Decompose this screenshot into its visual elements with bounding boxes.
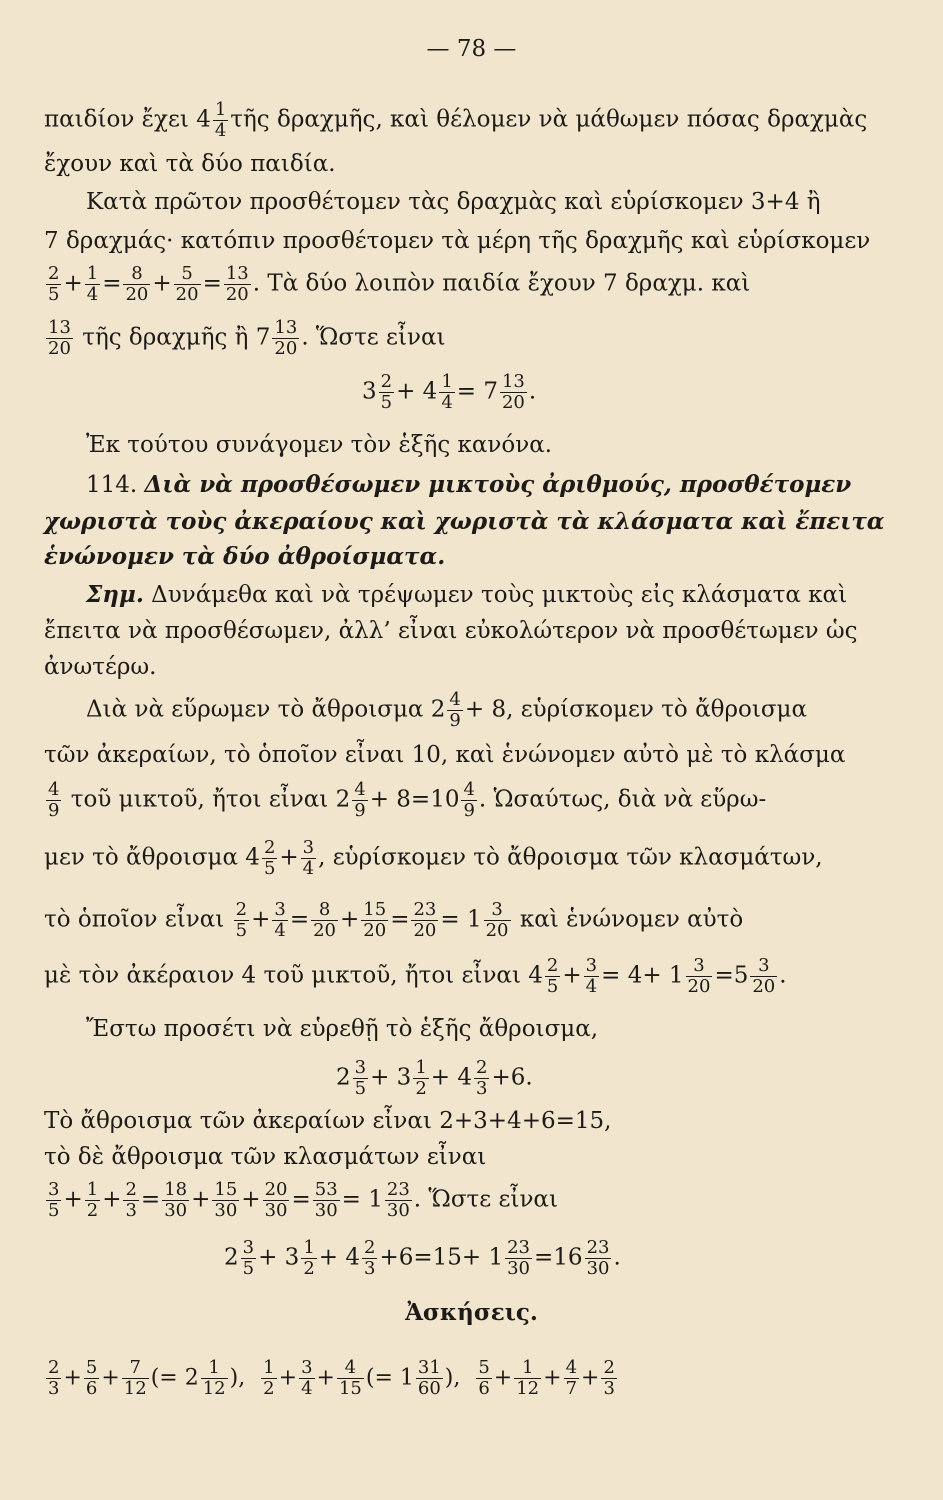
text-line-20: μὲ τὸν ἀκέραιον 4 τοῦ μικτοῦ, ἤτοι εἶναι 4 $\frac{2}{5}$ + $\frac{3}{4}$ = 4+ 1 $\frac{3}{20}$ =5 $\frac{3}{20}$ .	[44, 955, 787, 997]
text-line-18: μεν τὸ ἄθροισμα 4 $\frac{2}{5}$ + $\frac{3}{4}$ , εὑρίσκομεν τὸ ἄθροισμα τῶν κλασμάτων,	[44, 837, 823, 879]
text-line-3: Κατὰ πρῶτον προσθέτομεν τὰς δραχμὰς καὶ εὑρίσκομεν 3+4 ἢ	[86, 189, 821, 215]
equation-2: 2 $\frac{3}{5}$ + 3 $\frac{1}{2}$ + 4 $\frac{2}{3}$ +6.	[336, 1057, 533, 1099]
text-line-19: τὸ ὁποῖον εἶναι $\frac{2}{5}$ + $\frac{3}{4}$ = $\frac{8}{20}$ + $\frac{15}{20}$ = $\frac{23}{20}$ = 1 $\frac{3}{20}$ καὶ ἑνώνομεν αὐτὸ	[44, 899, 744, 941]
text-line-2: ἔχουν καὶ τὰ δύο παιδία.	[44, 151, 336, 177]
text-line-8: Ἐκ τούτου συνάγομεν τὸν ἑξῆς κανόνα.	[86, 432, 553, 458]
equation-3: 2 $\frac{3}{5}$ + 3 $\frac{1}{2}$ + 4 $\frac{2}{3}$ +6=15+ 1 $\frac{23}{30}$ =16 $\frac{23}{30}$ .	[224, 1237, 621, 1279]
page-number: — 78 —	[426, 36, 517, 62]
fraction-sum-line: $\frac{2}{5}$ + $\frac{1}{4}$ = $\frac{8}{20}$ + $\frac{5}{20}$ = $\frac{13}{20}$ . Τὰ δύο λοιπὸν παιδία ἔχουν 7 δραχμ. καὶ	[48, 263, 751, 305]
exercises-heading: Ἀσκήσεις.	[405, 1299, 538, 1326]
note-line-2: ἔπειτα νὰ προσθέσωμεν, ἀλλ’ εἶναι εὐκολώτερον νὰ προσθέτωμεν ὡς	[44, 618, 858, 644]
text-line-21: Ἔστω προσέτι νὰ εὑρεθῇ τὸ ἑξῆς ἄθροισμα,	[86, 1016, 599, 1042]
note-line-1: Σημ. Δυνάμεθα καὶ νὰ τρέψωμεν τοὺς μικτοὺς εἰς κλάσματα καὶ	[86, 581, 848, 608]
text-line-15: Διὰ νὰ εὕρωμεν τὸ ἄθροισμα 2 $\frac{4}{9}$ + 8, εὑρίσκομεν τὸ ἄθροισμα	[86, 689, 808, 731]
text-line-4: 7 δραχμάς· κατόπιν προσθέτομεν τὰ μέρη τῆς δραχμῆς καὶ εὑρίσκομεν	[44, 228, 871, 254]
text-line-1: παιδίον ἔχει 4 $\frac{1}{4}$ τῆς δραχμῆς, καὶ θέλομεν νὰ μάθωμεν πόσας δραχμὰς	[44, 99, 868, 141]
rule-line-3: ἑνώνομεν τὰ δύο ἀθροίσματα.	[44, 543, 446, 570]
text-line-17: $\frac{4}{9}$ τοῦ μικτοῦ, ἤτοι εἶναι 2 $\frac{4}{9}$ + 8=10 $\frac{4}{9}$ . Ὡσαύτως, διὰ νὰ εὕρω-	[48, 779, 767, 821]
exercises-line: $\frac{2}{3}$ + $\frac{5}{6}$ + $\frac{7}{12}$ (= 2 $\frac{1}{12}$ ), $\frac{1}{2}$ + $\frac{3}{4}$ + $\frac{4}{15}$ (= 1 $\frac{31}{60}$ ), $\frac{5}{6}$ + $\frac{1}{12}$ + $\frac{4}{7}$ + $\frac{2}{3}$	[48, 1357, 615, 1399]
equation-1: 3 $\frac{2}{5}$ + 4 $\frac{1}{4}$ = 7 $\frac{13}{20}$ .	[362, 371, 537, 413]
rule-114: 114. Διὰ νὰ προσθέσωμεν μικτοὺς ἀριθμούς, προσθέτομεν	[86, 471, 852, 498]
text-line-23: Τὸ ἄθροισμα τῶν ἀκεραίων εἶναι 2+3+4+6=15,	[44, 1108, 612, 1134]
text-line-16: τῶν ἀκεραίων, τὸ ὁποῖον εἶναι 10, καὶ ἑνώνομεν αὐτὸ μὲ τὸ κλάσμα	[44, 742, 846, 768]
text-line-25: $\frac{3}{5}$ + $\frac{1}{2}$ + $\frac{2}{3}$ = $\frac{18}{30}$ + $\frac{15}{30}$ + $\frac{20}{30}$ = $\frac{53}{30}$ = 1 $\frac{23}{30}$ . Ὥστε εἶναι	[48, 1179, 558, 1221]
text-line-6: $\frac{13}{20}$ τῆς δραχμῆς ἢ 7 $\frac{13}{20}$ . Ὥστε εἶναι	[48, 317, 446, 359]
text-line-24: τὸ δὲ ἄθροισμα τῶν κλασμάτων εἶναι	[44, 1144, 487, 1170]
note-line-3: ἀνωτέρω.	[44, 654, 157, 680]
rule-line-2: χωριστὰ τοὺς ἀκεραίους καὶ χωριστὰ τὰ κλάσματα καὶ ἔπειτα	[44, 508, 885, 535]
